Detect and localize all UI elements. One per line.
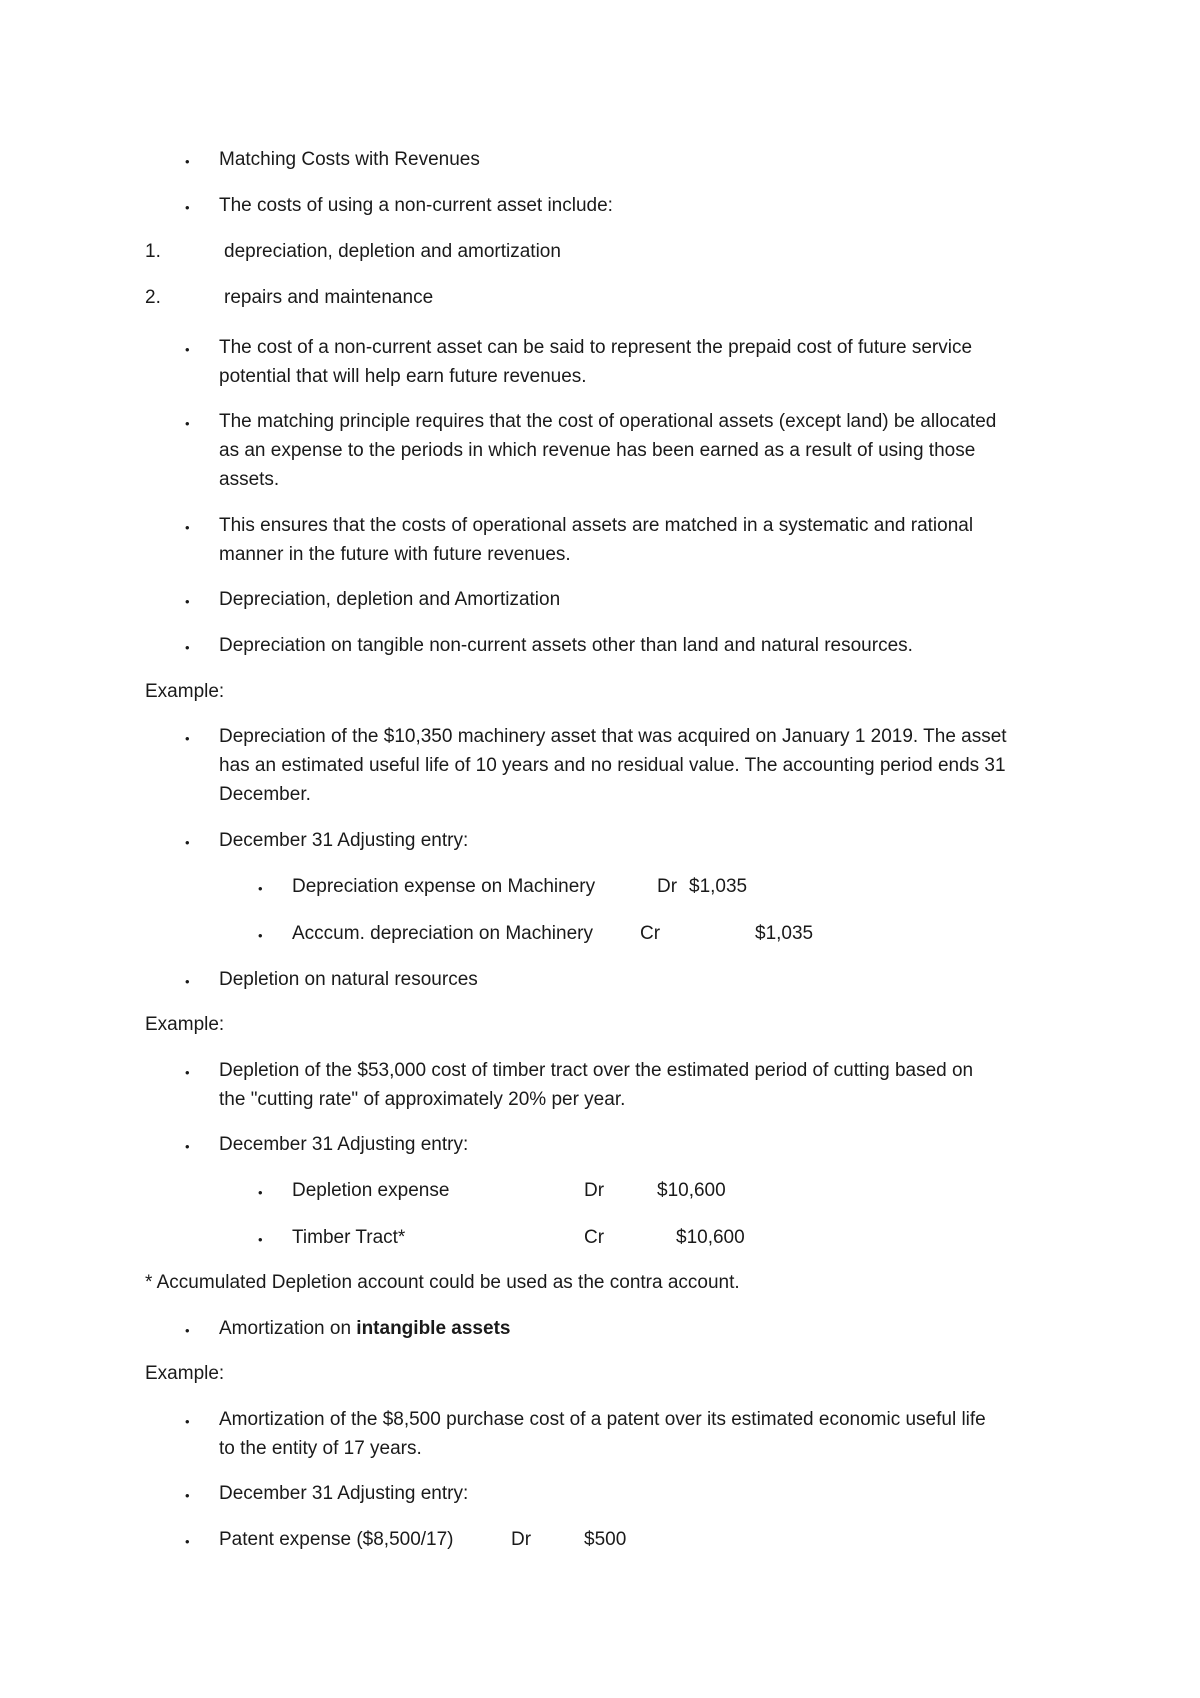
entry-amount: $500 <box>584 1529 627 1550</box>
bullet-marker: • <box>185 416 190 431</box>
bullet-marker: • <box>185 1414 190 1429</box>
bullet-marker: • <box>185 1323 190 1338</box>
entry-account: Depletion expense <box>292 1180 450 1201</box>
bullet-text: Depletion on natural resources <box>219 969 478 990</box>
entry-account: Timber Tract* <box>292 1227 406 1248</box>
entry-amount: $10,600 <box>657 1180 726 1201</box>
bullet-text: The cost of a non-current asset can be said to represent the prepaid cost of future service <box>219 337 973 358</box>
entry-amount: $1,035 <box>689 876 748 897</box>
bullet-text: Depreciation of the $10,350 machinery asset that was acquired on January 1 2019. The asset <box>219 726 1007 747</box>
bullet-text: December 31 Adjusting entry: <box>219 1134 469 1155</box>
bullet-text: manner in the future with future revenues. <box>219 544 571 565</box>
bullet-text: Depletion of the $53,000 cost of timber tract over the estimated period of cutting based on <box>219 1060 974 1081</box>
bullet-marker: • <box>185 1065 190 1080</box>
bullet-marker: • <box>185 640 190 655</box>
amortization-heading-plain: Amortization on <box>219 1318 352 1339</box>
bullet-text: potential that will help earn future revenues. <box>219 366 587 387</box>
bullet-marker: • <box>258 928 263 943</box>
example-label: Example: <box>145 681 225 702</box>
bullet-text: assets. <box>219 469 280 490</box>
bullet-text: to the entity of 17 years. <box>219 1438 422 1459</box>
bullet-marker: • <box>185 1534 190 1549</box>
bullet-marker: • <box>185 1488 190 1503</box>
bullet-marker: • <box>185 154 190 169</box>
bullet-text: This ensures that the costs of operational assets are matched in a systematic and rational <box>219 515 974 536</box>
bullet-marker: • <box>185 342 190 357</box>
entry-side: Dr <box>584 1180 605 1201</box>
bullet-text: Depreciation, depletion and Amortization <box>219 589 561 610</box>
bullet-text: The matching principle requires that the cost of operational assets (except land) be allocated <box>219 411 997 432</box>
bullet-text: December 31 Adjusting entry: <box>219 1483 469 1504</box>
list-number: 1. <box>145 241 161 262</box>
bullet-text: Matching Costs with Revenues <box>219 149 480 170</box>
bullet-marker: • <box>185 1139 190 1154</box>
footnote: * Accumulated Depletion account could be used as the contra account. <box>145 1272 740 1293</box>
bullet-marker: • <box>185 520 190 535</box>
entry-account: Depreciation expense on Machinery <box>292 876 596 897</box>
bullet-marker: • <box>258 1185 263 1200</box>
bullet-text: The costs of using a non-current asset include: <box>219 195 613 216</box>
entry-side: Cr <box>584 1227 605 1248</box>
entry-side: Dr <box>657 876 678 897</box>
entry-account: Acccum. depreciation on Machinery <box>292 923 593 944</box>
list-number: 2. <box>145 287 161 308</box>
entry-side: Dr <box>511 1529 532 1550</box>
bullet-marker: • <box>185 200 190 215</box>
bullet-marker: • <box>185 594 190 609</box>
numbered-item-text: depreciation, depletion and amortization <box>224 241 561 262</box>
example-label: Example: <box>145 1014 225 1035</box>
bullet-text: Amortization of the $8,500 purchase cost of a patent over its estimated economic useful life <box>219 1409 986 1430</box>
bullet-text: December. <box>219 784 311 805</box>
bullet-marker: • <box>258 881 263 896</box>
numbered-item-text: repairs and maintenance <box>224 287 434 308</box>
entry-side: Cr <box>640 923 661 944</box>
bullet-marker: • <box>258 1232 263 1247</box>
example-label: Example: <box>145 1363 225 1384</box>
amortization-heading <box>219 1314 510 1343</box>
amortization-heading-bold: intangible assets <box>356 1318 511 1339</box>
entry-amount: $1,035 <box>755 923 814 944</box>
bullet-marker: • <box>185 835 190 850</box>
entry-amount: $10,600 <box>676 1227 745 1248</box>
bullet-text: has an estimated useful life of 10 years and no residual value. The accounting period ends 31 <box>219 755 1006 776</box>
entry-account: Patent expense ($8,500/17) <box>219 1529 454 1550</box>
bullet-text: the "cutting rate" of approximately 20% per year. <box>219 1089 626 1110</box>
bullet-marker: • <box>185 731 190 746</box>
bullet-text: as an expense to the periods in which revenue has been earned as a result of using those <box>219 440 976 461</box>
bullet-text: December 31 Adjusting entry: <box>219 830 469 851</box>
bullet-text: Depreciation on tangible non-current assets other than land and natural resources. <box>219 635 913 656</box>
bullet-marker: • <box>185 974 190 989</box>
